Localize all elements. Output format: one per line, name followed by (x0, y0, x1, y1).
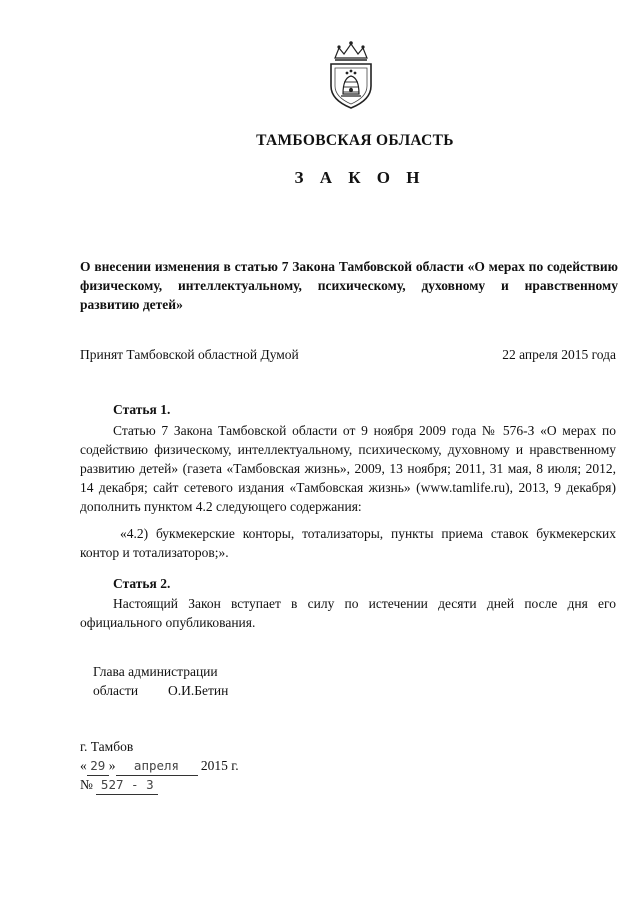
law-number: 527 - З (96, 775, 158, 795)
law-title: О внесении изменения в статью 7 Закона Тамбовской области «О мерах по содействию физическому, интеллектуальному, психическому, духовному и нравственному развитию детей» (80, 259, 618, 312)
date-open-quote: « (80, 758, 87, 773)
article-1-paragraph: Статью 7 Закона Тамбовской области от 9 ноября 2009 года № 576-З «О мерах по содействию физическому, интеллектуальному, психическому, духовному и нравственному развитию детей» (газета «Тамбовская жизнь», 2009, 13 ноября; 2011, 31 мая, 8 июля; 2012, 14 декабря; сайт сетевого издания «Тамбовская жизнь» (www.tamlife.ru), 2013, 9 декабря) дополнить пунктом 4.2 следующего содержания: (80, 423, 616, 514)
coat-of-arms-emblem (323, 40, 379, 110)
signatory-name: О.И.Бетин (168, 683, 229, 698)
region-name: ТАМБОВСКАЯ ОБЛАСТЬ (256, 132, 454, 149)
adopting-body: Принят Тамбовской областной Думой (80, 347, 299, 362)
issuing-city: г. Тамбов (80, 739, 134, 754)
signatory-position-line2: области (93, 683, 139, 698)
adoption-line (80, 347, 616, 363)
article-1-heading: Статья 1. (113, 402, 171, 417)
signing-date (80, 756, 239, 776)
signing-year: 2015 г. (200, 758, 239, 773)
signing-day: 29 (87, 756, 109, 776)
signing-month: апреля (116, 756, 198, 776)
law-number-line (80, 775, 158, 795)
document-type: З А К О Н (294, 168, 426, 187)
article-2-heading: Статья 2. (113, 576, 171, 591)
adoption-date: 22 апреля 2015 года (502, 347, 616, 362)
date-close-quote: » (108, 758, 116, 773)
number-sign: № (80, 777, 93, 792)
article-2-paragraph: Настоящий Закон вступает в силу по истечении десяти дней после дня его официального опубликования. (80, 596, 616, 630)
article-1-amendment-text: «4.2) букмекерские конторы, тотализаторы, пункты приема ставок букмекерских контор и тотализаторов;». (80, 526, 616, 560)
signatory-position-line1: Глава администрации (93, 664, 218, 679)
